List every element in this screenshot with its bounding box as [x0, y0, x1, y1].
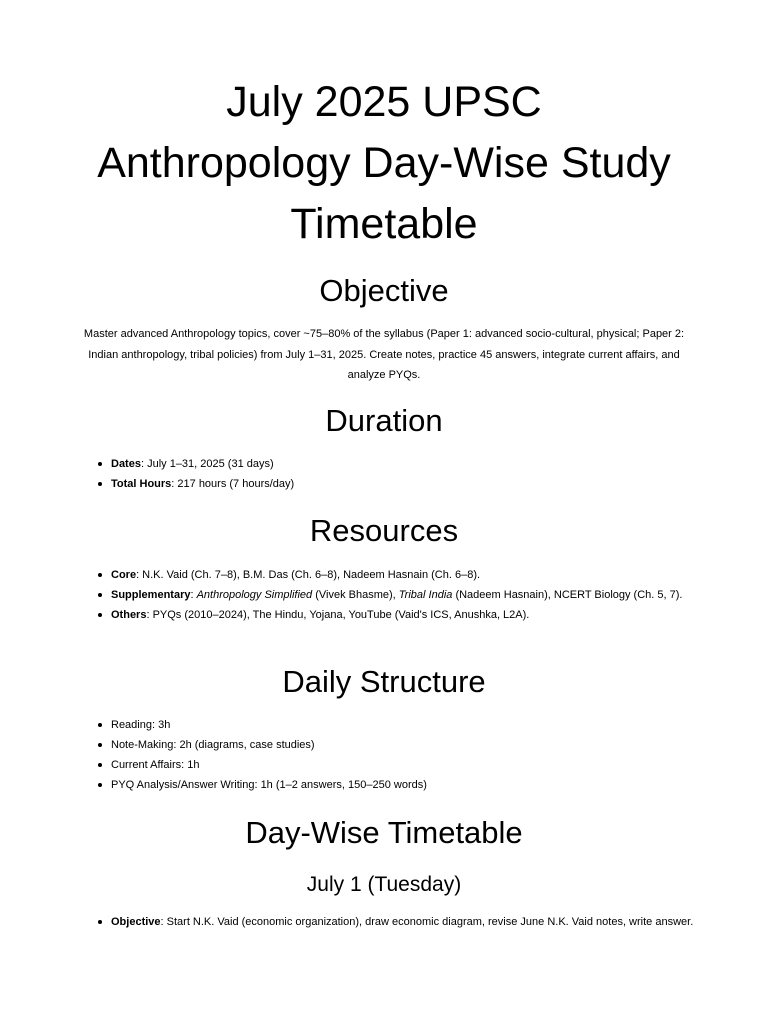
bullet-icon: [98, 593, 102, 597]
duration-heading: Duration: [325, 403, 443, 438]
list-item: [96, 454, 696, 474]
bullet-icon: [98, 613, 102, 617]
list-item: [96, 735, 696, 755]
book-title: Tribal India: [398, 589, 453, 601]
item-text: : Start N.K. Vaid (economic organization), draw economic diagram, revise June N.K. Vaid notes, write answer.: [160, 916, 694, 928]
bullet-icon: [98, 723, 102, 727]
book-title: Anthropology Simplified: [196, 589, 313, 601]
timetable-heading: Day-Wise Timetable: [245, 815, 523, 850]
item-text: PYQ Analysis/Answer Writing: 1h (1–2 answers, 150–250 words): [111, 779, 427, 791]
day-1-list: [96, 912, 696, 932]
bullet-icon: [98, 743, 102, 747]
list-item: [96, 474, 696, 494]
bullet-icon: [98, 783, 102, 787]
item-text: : PYQs (2010–2024), The Hindu, Yojana, YouTube (Vaid's ICS, Anushka, L2A).: [146, 609, 530, 621]
item-text: Current Affairs: 1h: [111, 759, 200, 771]
item-text: (Nadeem Hasnain), NCERT Biology (Ch. 5, 7).: [452, 589, 683, 601]
list-item: [96, 755, 696, 775]
daily-structure-heading: Daily Structure: [282, 664, 486, 699]
item-label: Others: [111, 609, 147, 621]
bullet-icon: [98, 920, 102, 924]
resources-list: [96, 565, 696, 625]
daily-structure-list: [96, 715, 696, 795]
item-label: Core: [111, 569, 137, 581]
objective-heading: Objective: [319, 273, 449, 308]
list-item: [96, 605, 696, 625]
list-item: [96, 775, 696, 795]
item-text: Note-Making: 2h (diagrams, case studies): [111, 739, 315, 751]
item-label: Supplementary: [111, 589, 191, 601]
list-item: [96, 912, 696, 932]
item-text: : July 1–31, 2025 (31 days): [140, 458, 274, 470]
day-1-heading: July 1 (Tuesday): [306, 873, 462, 896]
item-label: Total Hours: [111, 478, 172, 490]
resources-heading: Resources: [309, 513, 459, 548]
list-item: [96, 715, 696, 735]
item-text: : N.K. Vaid (Ch. 7–8), B.M. Das (Ch. 6–8), Nadeem Hasnain (Ch. 6–8).: [136, 569, 481, 581]
list-item: [96, 565, 696, 585]
bullet-icon: [98, 482, 102, 486]
item-text: Reading: 3h: [111, 719, 171, 731]
title-line-3: Timetable: [290, 200, 478, 248]
document-title: [60, 72, 708, 255]
bullet-icon: [98, 462, 102, 466]
bullet-icon: [98, 573, 102, 577]
objective-text: Master advanced Anthropology topics, cover ~75–80% of the syllabus (Paper 1: advanced socio-cultural, physical; Paper 2: Indian anthropology, tribal policies) from July 1–31, 2025. Create notes, practice 45 answers, integrate current affairs, and analyze PYQs.: [83, 328, 685, 381]
title-line-2: Anthropology Day-Wise Study: [97, 139, 671, 187]
item-label: Objective: [111, 916, 161, 928]
duration-list: [96, 454, 696, 494]
book-author: (Vivek Bhasme),: [312, 589, 399, 601]
item-label: Dates: [111, 458, 141, 470]
item-text: : 217 hours (7 hours/day): [171, 478, 295, 490]
list-item: [96, 585, 696, 605]
title-line-1: July 2025 UPSC: [226, 78, 542, 126]
item-separator: :: [190, 589, 197, 601]
bullet-icon: [98, 763, 102, 767]
